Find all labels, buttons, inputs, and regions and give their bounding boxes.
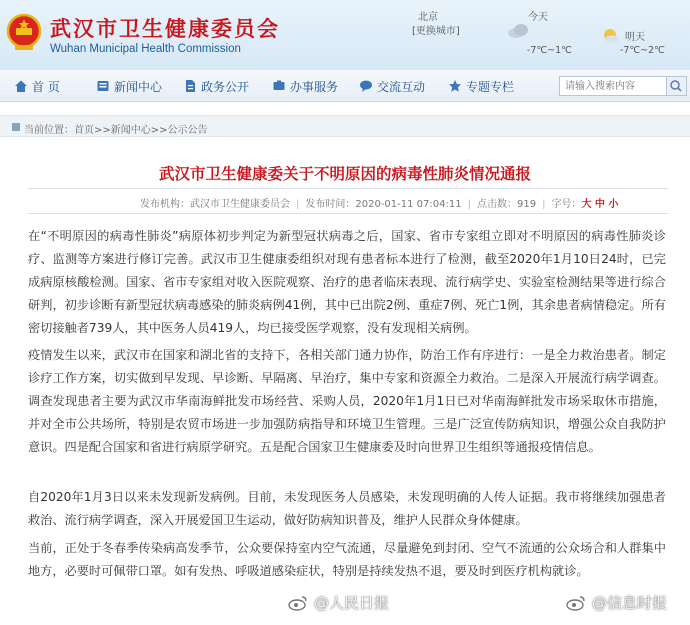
site-subtitle: Wuhan Municipal Health Commission: [50, 43, 241, 55]
nav-public-affairs[interactable]: [183, 78, 249, 94]
weibo-icon: [566, 595, 586, 611]
search-icon: [667, 77, 685, 95]
service-icon: [272, 79, 286, 93]
home-icon: [14, 79, 28, 93]
weather-today-label: 今天: [528, 12, 548, 23]
nav-services[interactable]: [272, 78, 338, 94]
chat-icon: [359, 79, 373, 93]
weather-today-temp: -7℃~1℃: [527, 45, 572, 56]
article-paragraph: 当前，正处于冬春季传染病高发季节，公众要保持室内空气流通，尽量避免到封闭、空气不流通的公众场合和人群集中地方，必要时可佩带口罩。如有发热、呼吸道感染症状，特别是持续发热不退，要及时到医疗机构就诊。: [28, 541, 666, 578]
divider: [28, 213, 668, 214]
nav-news-label: 新闻中心: [114, 79, 163, 94]
cloud-icon: [506, 22, 530, 40]
breadcrumb: [0, 115, 690, 137]
font-size-switcher[interactable]: 大 中 小: [581, 199, 619, 210]
watermark-left-text: @人民日报: [314, 594, 390, 612]
site-header: [0, 0, 690, 70]
nav-home-label: 首 页: [32, 79, 60, 94]
nav-interaction-label: 交流互动: [377, 79, 426, 94]
article-title: 武汉市卫生健康委关于不明原因的病毒性肺炎情况通报: [158, 165, 531, 183]
change-city-link[interactable]: [更换城市]: [412, 26, 460, 37]
meta-font-label: 字号：: [551, 199, 582, 210]
news-icon: [96, 79, 110, 93]
breadcrumb-text[interactable]: 当前位置：首页>>新闻中心>>公示公告: [24, 125, 208, 136]
meta-time: 发布时间：2020-01-11 07:04:11: [305, 199, 462, 210]
weibo-icon: [288, 595, 308, 611]
meta-publisher: 发布机构：武汉市卫生健康委员会: [140, 199, 290, 210]
site-title[interactable]: 武汉市卫生健康委员会: [50, 17, 280, 41]
nav-public-affairs-label: 政务公开: [201, 79, 250, 94]
main-nav: [0, 70, 690, 102]
nav-topics[interactable]: [448, 78, 514, 94]
meta-views: 点击数：919: [476, 199, 537, 210]
watermark-people-daily: [288, 592, 389, 613]
breadcrumb-marker-icon: [12, 123, 20, 131]
topic-icon: [448, 79, 462, 93]
nav-topics-label: 专题专栏: [466, 79, 515, 94]
national-emblem-icon: [6, 12, 42, 52]
document-icon: [183, 79, 197, 93]
nav-services-label: 办事服务: [290, 79, 339, 94]
nav-interaction[interactable]: [359, 78, 425, 94]
article-meta: 发布机构：武汉市卫生健康委员会 | 发布时间：2020-01-11 07:04:11 | 点击数：919 | 字号：大 中 小: [140, 199, 619, 210]
article-paragraph: 疫情发生以来，武汉市在国家和湖北省的支持下，各相关部门通力协作，防治工作有序进行：一是全力救治患者。制定诊疗工作方案，切实做到早发现、早诊断、早隔离、早治疗，集中专家和资源全力救治。二是深入开展流行病学调查。调查发现患者主要为武汉市华南海鲜批发市场经营、采购人员，2020年1月1日已对华南海鲜批发市场采取休市措施，并对全市公共场所，特别是农贸市场进一步加强防病指导和环境卫生管理。三是广泛宣传防病知识，增强公众自我防护意识。四是配合国家和省进行病原学研究。五是配合国家卫生健康委及时向世界卫生组织等通报疫情信息。: [28, 348, 666, 454]
nav-home[interactable]: [14, 78, 60, 94]
search-input[interactable]: [559, 76, 667, 96]
article-paragraph: 自2020年1月3日以来未发现新发病例。目前，未发现医务人员感染，未发现明确的人传人证据。我市将继续加强患者救治、流行病学调查，深入开展爱国卫生运动，做好防病知识普及，维护人民群众身体健康。: [28, 490, 666, 527]
article-paragraph: 在“不明原因的病毒性肺炎”病原体初步判定为新型冠状病毒之后，国家、省市专家组立即对不明原因的病毒性肺炎诊疗、监测等方案进行修订完善。武汉市卫生健康委组织对现有患者标本进行了检测，截至2020年1月10日24时，已完成病原核酸检测。国家、省市专家组对收入医院观察、治疗的患者临床表现、流行病学史、实验室检测结果等进行综合研判，初步诊断有新型冠状病毒感染的肺炎病例41例，其中已出院2例、重症7例、死亡1例，其余患者病情稳定。所有密切接触者739人，其中医务人员419人，均已接受医学观察，没有发现相关病例。: [28, 229, 666, 335]
search-button[interactable]: [667, 76, 687, 96]
watermark-right-text: @信息时报: [592, 594, 668, 612]
watermark-info-times: [566, 592, 667, 613]
weather-tomorrow-temp: -7℃~2℃: [620, 45, 665, 56]
weather-tomorrow-label: 明天: [625, 32, 645, 43]
weather-city: 北京: [418, 12, 438, 23]
sun-icon: [600, 26, 620, 44]
nav-news[interactable]: [96, 78, 162, 94]
divider: [28, 188, 668, 189]
